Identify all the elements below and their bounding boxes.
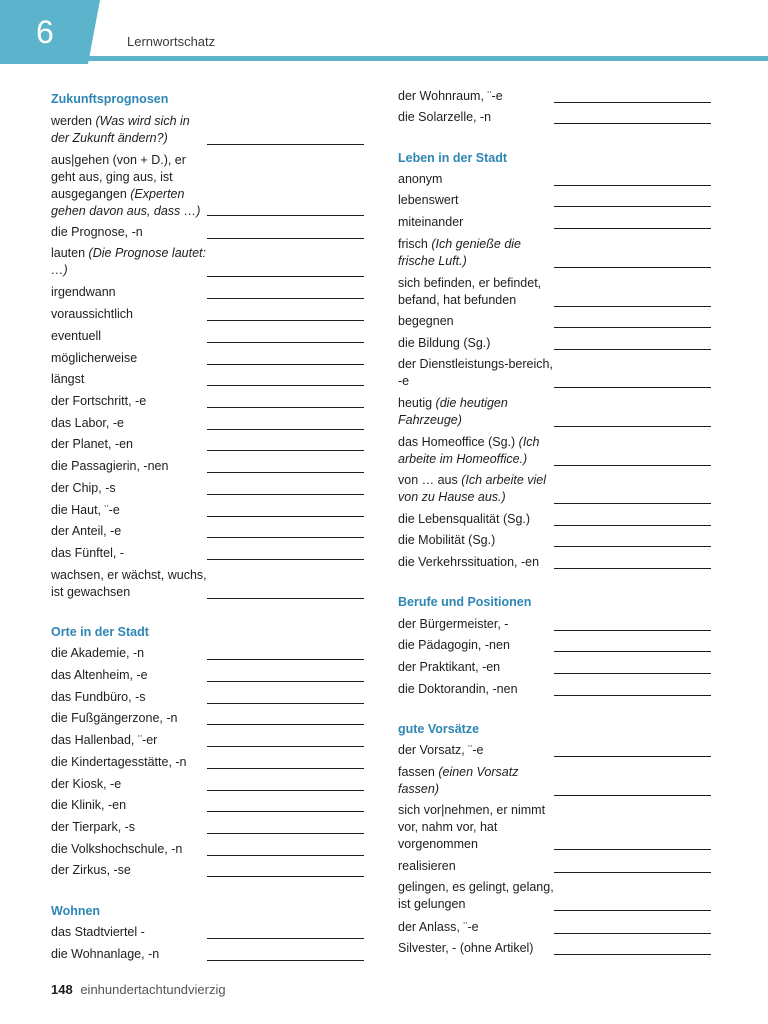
vocab-word: lauten [51, 246, 86, 260]
vocab-word: das Labor, -e [51, 416, 124, 430]
vocab-entry [398, 858, 718, 873]
vocab-word: die Prognose, -n [51, 225, 143, 239]
vocab-entry [398, 171, 718, 186]
vocab-word: die Kindertagesstätte, -n [51, 755, 187, 769]
vocab-entry [398, 681, 718, 696]
vocab-term [51, 645, 207, 662]
vocab-word: die Pädagogin, -nen [398, 638, 510, 652]
vocab-entry [398, 395, 718, 427]
vocab-word: möglicherweise [51, 351, 138, 365]
vocab-entry [51, 328, 371, 343]
vocab-term [51, 436, 207, 453]
answer-line[interactable] [207, 320, 364, 321]
vocab-term [51, 776, 207, 793]
vocab-term [51, 113, 207, 147]
vocab-entry [51, 667, 371, 682]
vocab-term [398, 919, 554, 936]
vocab-word: fassen [398, 765, 435, 779]
vocab-entry [51, 754, 371, 769]
vocab-word: frisch [398, 237, 428, 251]
header-rule [0, 56, 768, 61]
vocab-entry [398, 659, 718, 674]
answer-line[interactable] [554, 102, 711, 103]
vocab-term [398, 659, 554, 676]
answer-line[interactable] [207, 472, 364, 473]
answer-line[interactable] [207, 768, 364, 769]
vocab-word: die Doktorandin, -nen [398, 682, 518, 696]
vocab-term [398, 511, 554, 528]
vocab-term [398, 940, 554, 957]
section-heading: Leben in der Stadt [398, 151, 508, 165]
vocab-entry [398, 764, 718, 796]
page-number-word: einhundertachtundvierzig [80, 982, 226, 997]
vocab-entry [51, 393, 371, 408]
vocab-term [398, 192, 554, 209]
answer-line[interactable] [207, 811, 364, 812]
vocab-word: die Klinik, -en [51, 798, 127, 812]
vocab-term [51, 458, 207, 475]
vocab-term [51, 545, 207, 562]
section-heading: gute Vorsätze [398, 722, 480, 736]
answer-line[interactable] [207, 938, 364, 939]
answer-line[interactable] [554, 910, 711, 911]
answer-line[interactable] [207, 407, 364, 408]
section-heading: Zukunftsprognosen [51, 92, 169, 106]
answer-line[interactable] [554, 465, 711, 466]
vocab-word: die Solarzelle, -n [398, 110, 492, 124]
vocab-entry [398, 434, 718, 466]
vocab-entry [398, 275, 718, 307]
answer-line[interactable] [554, 267, 711, 268]
vocab-entry [398, 356, 718, 388]
vocab-entry [51, 415, 371, 430]
vocab-example: (Ich genieße die frische Luft.) [398, 237, 521, 268]
vocab-example: (Ich arbeite viel von zu Hause aus.) [398, 473, 547, 504]
vocab-word: das Homeoffice (Sg.) [398, 435, 516, 449]
vocab-word: die Fußgängerzone, -n [51, 711, 178, 725]
vocab-term [51, 689, 207, 706]
answer-line[interactable] [207, 494, 364, 495]
vocab-entry [51, 545, 371, 560]
vocab-entry [51, 862, 371, 877]
vocab-term [398, 742, 554, 759]
vocab-example: (Experten gehen davon aus, dass …) [51, 187, 201, 218]
vocab-term [398, 88, 554, 105]
vocab-word: die Akademie, -n [51, 646, 145, 660]
vocab-entry [51, 924, 371, 939]
vocab-word: das Hallenbad, ¨-er [51, 733, 158, 747]
answer-line[interactable] [207, 790, 364, 791]
vocab-word: der Fortschritt, -e [51, 394, 147, 408]
vocab-term [51, 523, 207, 540]
vocab-term [51, 152, 207, 220]
answer-line[interactable] [554, 387, 711, 388]
vocab-term [51, 862, 207, 879]
vocab-term [51, 819, 207, 836]
answer-line[interactable] [207, 559, 364, 560]
vocab-word: von … aus [398, 473, 458, 487]
vocab-word: das Stadtviertel - [51, 925, 145, 939]
vocab-word: die Wohnanlage, -n [51, 947, 160, 961]
vocab-entry [51, 480, 371, 495]
vocab-term [51, 350, 207, 367]
vocab-entry [51, 946, 371, 961]
vocab-entry [398, 214, 718, 229]
vocab-word: der Planet, -en [51, 437, 133, 451]
vocab-word: begegnen [398, 314, 454, 328]
vocab-word: der Zirkus, -se [51, 863, 131, 877]
vocab-term [398, 764, 554, 798]
vocab-term [398, 879, 554, 913]
answer-line[interactable] [554, 756, 711, 757]
answer-line[interactable] [554, 123, 711, 124]
vocab-entry [398, 742, 718, 757]
vocab-entry [398, 109, 718, 124]
page-title: Lernwortschatz [127, 34, 216, 49]
answer-line[interactable] [554, 525, 711, 526]
vocab-word: die Volkshochschule, -n [51, 842, 183, 856]
vocab-term [398, 681, 554, 698]
vocab-term [398, 313, 554, 330]
answer-line[interactable] [207, 598, 364, 599]
vocab-example: (Was wird sich in der Zukunft ändern?) [51, 114, 190, 145]
answer-line[interactable] [554, 327, 711, 328]
vocab-term [398, 109, 554, 126]
vocab-word: voraussichtlich [51, 307, 133, 321]
vocab-word: der Vorsatz, ¨-e [398, 743, 484, 757]
vocab-entry [51, 819, 371, 834]
answer-line[interactable] [207, 855, 364, 856]
vocab-entry [398, 192, 718, 207]
vocab-entry [398, 335, 718, 350]
answer-line[interactable] [207, 298, 364, 299]
vocab-entry [398, 802, 718, 850]
vocab-term [51, 480, 207, 497]
answer-line[interactable] [207, 450, 364, 451]
vocab-entry [51, 284, 371, 299]
vocab-word: das Altenheim, -e [51, 668, 148, 682]
vocab-term [51, 946, 207, 963]
vocab-term [398, 858, 554, 875]
answer-line[interactable] [554, 503, 711, 504]
vocab-term [398, 472, 554, 506]
vocab-term [51, 567, 207, 601]
vocab-word: der Wohnraum, ¨-e [398, 89, 503, 103]
vocab-example: (Ich arbeite im Homeoffice.) [398, 435, 540, 466]
vocab-term [51, 667, 207, 684]
vocab-entry [398, 616, 718, 631]
vocab-word: der Praktikant, -en [398, 660, 501, 674]
answer-line[interactable] [207, 746, 364, 747]
vocab-term [51, 924, 207, 941]
vocab-entry [51, 152, 371, 216]
vocab-word: die Haut, ¨-e [51, 503, 120, 517]
vocab-term [398, 554, 554, 571]
vocab-entry [51, 710, 371, 725]
answer-line[interactable] [554, 185, 711, 186]
vocab-word: sich befinden, er befindet, befand, hat befunden [398, 276, 542, 307]
vocab-word: Silvester, - (ohne Artikel) [398, 941, 534, 955]
vocab-word: wachsen, er wächst, wuchs, ist gewachsen [51, 568, 207, 599]
vocab-word: der Kiosk, -e [51, 777, 122, 791]
answer-line[interactable] [207, 537, 364, 538]
vocab-entry [51, 350, 371, 365]
vocab-example: (Die Prognose lautet: …) [51, 246, 206, 277]
vocab-entry [51, 776, 371, 791]
vocab-word: der Anlass, ¨-e [398, 920, 479, 934]
vocab-term [51, 797, 207, 814]
vocab-word: anonym [398, 172, 443, 186]
answer-line[interactable] [207, 703, 364, 704]
vocab-entry [398, 554, 718, 569]
answer-line[interactable] [554, 933, 711, 934]
vocab-entry [51, 645, 371, 660]
vocab-entry [51, 797, 371, 812]
answer-line[interactable] [554, 206, 711, 207]
answer-line[interactable] [207, 960, 364, 961]
answer-line[interactable] [554, 651, 711, 652]
vocab-entry [51, 523, 371, 538]
vocab-term [51, 224, 207, 241]
answer-line[interactable] [207, 429, 364, 430]
vocab-entry [51, 245, 371, 277]
vocab-term [51, 710, 207, 727]
vocab-entry [398, 940, 718, 955]
vocab-word: das Fünftel, - [51, 546, 124, 560]
vocab-word: die Bildung (Sg.) [398, 336, 491, 350]
section-heading: Wohnen [51, 904, 101, 918]
answer-line[interactable] [554, 849, 711, 850]
answer-line[interactable] [207, 516, 364, 517]
vocab-word: der Chip, -s [51, 481, 116, 495]
vocab-word: die Verkehrssituation, -en [398, 555, 540, 569]
vocab-word: der Dienstleistungs-bereich, -e [398, 357, 553, 388]
vocab-word: aus|gehen (von + D.), er geht aus, ging aus, ist ausgegangen [51, 153, 186, 201]
vocab-term [51, 371, 207, 388]
answer-line[interactable] [207, 276, 364, 277]
answer-line[interactable] [554, 306, 711, 307]
vocab-term [51, 284, 207, 301]
answer-line[interactable] [207, 144, 364, 145]
vocab-word: miteinander [398, 215, 464, 229]
section-heading: Berufe und Positionen [398, 595, 532, 609]
vocab-word: der Tierpark, -s [51, 820, 136, 834]
vocab-term [398, 356, 554, 390]
vocab-term [398, 637, 554, 654]
vocab-term [51, 306, 207, 323]
vocab-entry [398, 637, 718, 652]
answer-line[interactable] [554, 673, 711, 674]
answer-line[interactable] [207, 681, 364, 682]
vocab-word: längst [51, 372, 85, 386]
vocab-word: lebenswert [398, 193, 459, 207]
vocab-term [398, 236, 554, 270]
vocab-word: heutig [398, 396, 433, 410]
vocab-entry [398, 511, 718, 526]
vocab-word: gelingen, es gelingt, gelang, ist gelungen [398, 880, 554, 911]
vocab-term [51, 732, 207, 749]
vocab-word: die Lebensqualität (Sg.) [398, 512, 531, 526]
vocab-term [51, 393, 207, 410]
answer-line[interactable] [207, 215, 364, 216]
vocab-term [51, 754, 207, 771]
answer-line[interactable] [554, 795, 711, 796]
vocab-term [398, 802, 554, 853]
vocab-term [398, 434, 554, 468]
answer-line[interactable] [207, 364, 364, 365]
vocab-term [398, 214, 554, 231]
answer-line[interactable] [554, 426, 711, 427]
vocab-entry [51, 224, 371, 239]
vocab-entry [51, 502, 371, 517]
vocab-entry [398, 88, 718, 103]
answer-line[interactable] [207, 385, 364, 386]
answer-line[interactable] [207, 238, 364, 239]
answer-line[interactable] [207, 659, 364, 660]
answer-line[interactable] [554, 872, 711, 873]
vocab-entry [51, 689, 371, 704]
vocab-entry [398, 919, 718, 934]
vocab-example: (die heutigen Fahrzeuge) [398, 396, 508, 427]
section-heading: Orte in der Stadt [51, 625, 149, 639]
vocab-entry [398, 472, 718, 504]
answer-line[interactable] [554, 546, 711, 547]
answer-line[interactable] [554, 630, 711, 631]
vocab-entry [51, 113, 371, 145]
vocab-entry [398, 313, 718, 328]
answer-line[interactable] [207, 833, 364, 834]
vocab-term [51, 841, 207, 858]
answer-line[interactable] [554, 954, 711, 955]
vocab-term [51, 415, 207, 432]
vocab-entry [398, 236, 718, 268]
vocab-word: die Passagierin, -nen [51, 459, 169, 473]
vocab-word: werden [51, 114, 92, 128]
vocab-entry [51, 458, 371, 473]
vocab-entry [51, 306, 371, 321]
vocab-entry [51, 371, 371, 386]
vocab-word: der Bürgermeister, - [398, 617, 509, 631]
page-footer [51, 982, 226, 997]
vocab-entry [398, 532, 718, 547]
page-number: 148 [51, 982, 73, 997]
vocab-term [398, 171, 554, 188]
vocab-entry [398, 879, 718, 911]
vocab-example: (einen Vorsatz fassen) [398, 765, 519, 796]
answer-line[interactable] [207, 876, 364, 877]
answer-line[interactable] [554, 695, 711, 696]
answer-line[interactable] [554, 568, 711, 569]
vocab-term [51, 328, 207, 345]
answer-line[interactable] [207, 724, 364, 725]
vocab-term [398, 275, 554, 309]
vocab-entry [51, 567, 371, 599]
vocab-term [51, 502, 207, 519]
vocab-word: der Anteil, -e [51, 524, 122, 538]
answer-line[interactable] [207, 342, 364, 343]
vocab-word: die Mobilität (Sg.) [398, 533, 496, 547]
answer-line[interactable] [554, 349, 711, 350]
vocab-term [398, 616, 554, 633]
vocab-word: realisieren [398, 859, 456, 873]
vocab-term [398, 335, 554, 352]
chapter-number: 6 [36, 14, 54, 50]
vocab-word: das Fundbüro, -s [51, 690, 146, 704]
vocab-entry [51, 841, 371, 856]
vocab-word: eventuell [51, 329, 102, 343]
vocab-word: sich vor|nehmen, er nimmt vor, nahm vor, hat vorgenommen [398, 803, 546, 851]
vocab-term [51, 245, 207, 279]
vocab-term [398, 532, 554, 549]
vocab-word: irgendwann [51, 285, 116, 299]
answer-line[interactable] [554, 228, 711, 229]
vocab-entry [51, 436, 371, 451]
vocab-term [398, 395, 554, 429]
vocab-entry [51, 732, 371, 747]
